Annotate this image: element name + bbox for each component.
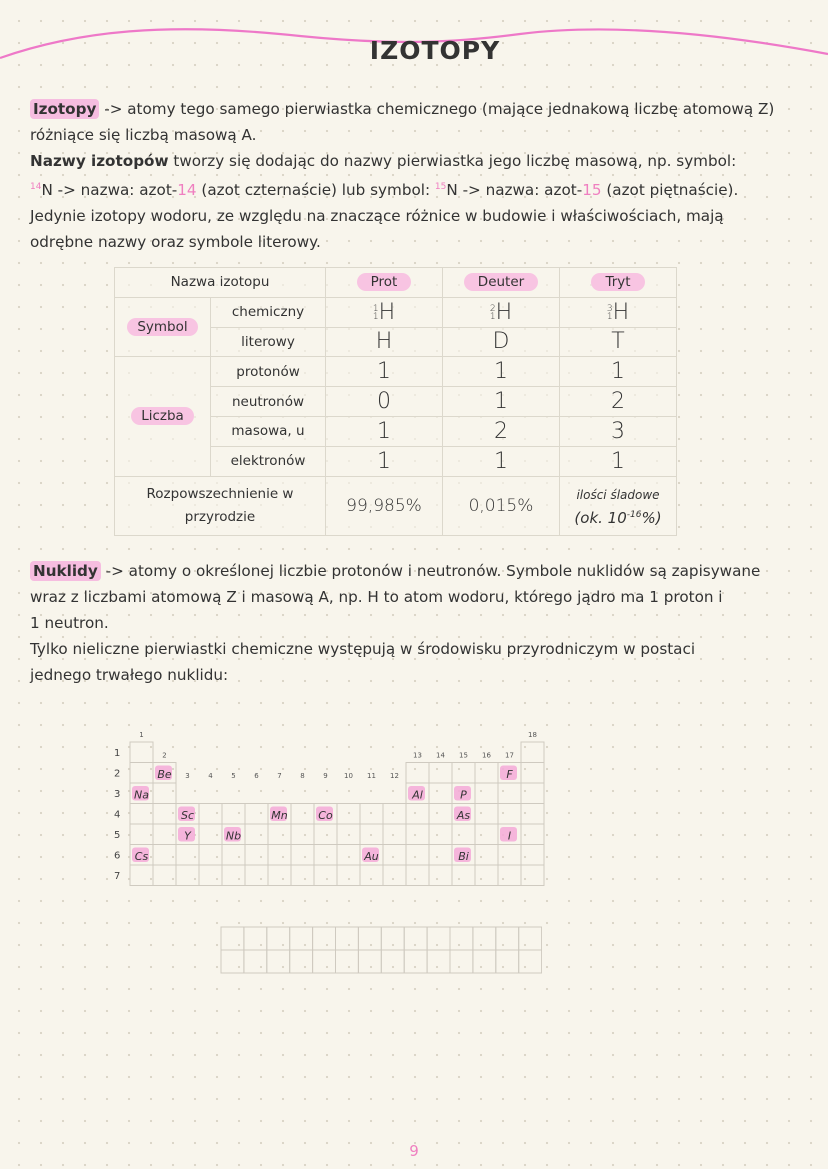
pt-cell <box>314 824 337 845</box>
grid-cell <box>358 950 381 973</box>
pt-cell <box>521 742 544 763</box>
grid-cell <box>290 950 313 973</box>
cell-value: 1 <box>326 357 443 387</box>
grid-cell <box>496 950 519 973</box>
pt-cell <box>498 845 521 866</box>
pt-cell <box>153 865 176 886</box>
grid-cell <box>221 927 244 950</box>
group-label: 12 <box>390 772 399 780</box>
pt-cell <box>337 845 360 866</box>
pt-cell <box>199 865 222 886</box>
pt-cell <box>199 824 222 845</box>
row-protonow: protonów <box>211 357 326 387</box>
pt-cell <box>498 865 521 886</box>
pt-cell <box>360 804 383 825</box>
rozp-prot: 99,985% <box>326 476 443 535</box>
group-label: 15 <box>459 751 468 760</box>
grid-cell <box>427 927 450 950</box>
pt-cell <box>429 845 452 866</box>
pt-cell <box>452 763 475 784</box>
pt-cell <box>337 824 360 845</box>
row-elektronow: elektronów <box>211 446 326 476</box>
pt-cell <box>130 763 153 784</box>
pt-cell <box>153 804 176 825</box>
element-symbol: Be <box>157 768 172 781</box>
element-symbol: I <box>507 829 512 843</box>
pt-cell <box>406 824 429 845</box>
pt-cell <box>314 845 337 866</box>
pt-cell <box>199 845 222 866</box>
pt-cell <box>475 845 498 866</box>
group-label: 18 <box>528 731 537 739</box>
pt-cell <box>176 845 199 866</box>
pt-cell <box>406 865 429 886</box>
element-symbol: Y <box>184 829 191 843</box>
pt-cell <box>245 804 268 825</box>
header-nazwa-izotopu: Nazwa izotopu <box>115 268 326 298</box>
pt-cell <box>475 763 498 784</box>
grid-cell <box>473 927 496 950</box>
element-symbol: Cs <box>134 850 149 863</box>
element-symbol: Na <box>134 788 149 802</box>
grid-cell <box>404 927 427 950</box>
period-label: 7 <box>114 871 121 882</box>
pt-cell <box>291 824 314 845</box>
group-label: 4 <box>208 772 213 780</box>
col-tryt: Tryt <box>591 273 644 291</box>
grid-cell <box>336 927 359 950</box>
page-title: IZOTOPY <box>369 36 501 65</box>
group-label: 6 <box>254 772 259 780</box>
grid-cell <box>290 927 313 950</box>
element-symbol: Au <box>364 850 379 863</box>
pt-cell <box>291 804 314 825</box>
group-label: 17 <box>505 751 514 760</box>
cell-value: 1 <box>326 416 443 446</box>
pt-cell <box>222 865 245 886</box>
element-symbol: Al <box>412 788 423 802</box>
pt-cell <box>337 865 360 886</box>
cell-value: 1 <box>560 446 677 476</box>
element-symbol: Co <box>318 809 333 822</box>
pt-cell <box>245 845 268 866</box>
group-label: 9 <box>323 772 328 780</box>
chem-tryt: 3 1H <box>560 297 677 327</box>
pt-cell <box>521 824 544 845</box>
rozp-deuter: 0,015% <box>443 476 560 535</box>
grid-cell <box>404 950 427 973</box>
grid-cell <box>313 950 336 973</box>
element-symbol: Bi <box>458 850 469 863</box>
pt-cell <box>222 845 245 866</box>
group-label: 5 <box>231 772 236 780</box>
pt-cell <box>153 845 176 866</box>
pt-cell <box>406 763 429 784</box>
col-deuter: Deuter <box>464 273 538 291</box>
pt-cell <box>245 824 268 845</box>
element-symbol: F <box>506 768 513 781</box>
grid-cell <box>313 927 336 950</box>
cell-value: 1 <box>560 357 677 387</box>
cell-value: 3 <box>560 416 677 446</box>
group-label: 2 <box>162 751 167 760</box>
pt-cell <box>153 824 176 845</box>
pt-cell <box>130 865 153 886</box>
pt-cell <box>475 824 498 845</box>
group-liczba: Liczba <box>131 407 194 425</box>
group-label: 8 <box>300 772 305 780</box>
grid-cell <box>381 950 404 973</box>
cell-value: 1 <box>443 387 560 417</box>
group-label: 10 <box>344 772 353 780</box>
grid-cell <box>336 950 359 973</box>
cell-value: 2 <box>443 416 560 446</box>
group-label: 11 <box>367 772 376 780</box>
pt-cell <box>475 804 498 825</box>
pt-cell <box>291 865 314 886</box>
row-masowa: masowa, u <box>211 416 326 446</box>
group-label: 7 <box>277 772 282 780</box>
row-chemiczny: chemiczny <box>211 297 326 327</box>
col-prot: Prot <box>357 273 412 291</box>
pt-cell <box>268 845 291 866</box>
pt-cell <box>383 845 406 866</box>
pt-cell <box>245 865 268 886</box>
pt-cell <box>498 804 521 825</box>
element-symbol: As <box>456 809 471 822</box>
pt-cell <box>383 865 406 886</box>
term-izotopy: Izotopy <box>30 99 99 119</box>
pt-cell <box>130 824 153 845</box>
pt-cell <box>521 783 544 804</box>
group-label: 1 <box>139 731 144 739</box>
period-label: 2 <box>114 768 121 780</box>
term-nazwy-izotopow: Nazwy izotopów <box>30 152 169 170</box>
pt-cell <box>176 865 199 886</box>
element-symbol: Nb <box>225 829 242 843</box>
grid-cell <box>358 927 381 950</box>
row-literowy: literowy <box>211 327 326 357</box>
chem-deuter: 2 1H <box>443 297 560 327</box>
grid-cell <box>519 927 542 950</box>
pt-cell <box>452 824 475 845</box>
pt-cell <box>268 824 291 845</box>
grid-cell <box>427 950 450 973</box>
period-label: 4 <box>114 809 121 821</box>
element-symbol: Sc <box>180 809 195 822</box>
pt-cell <box>429 804 452 825</box>
period-label: 1 <box>114 748 121 759</box>
lit-prot: H <box>326 327 443 357</box>
grid-cell <box>519 950 542 973</box>
group-symbol: Symbol <box>127 318 197 336</box>
pt-cell <box>521 763 544 784</box>
pt-cell <box>291 845 314 866</box>
grid-cell <box>450 927 473 950</box>
page-number: 9 <box>409 1142 419 1160</box>
pt-cell <box>452 865 475 886</box>
pt-cell <box>429 763 452 784</box>
pt-cell <box>521 865 544 886</box>
row-rozpowszechnienie: Rozpowszechnienie w przyrodzie <box>115 476 326 535</box>
lit-deuter: D <box>443 327 560 357</box>
empty-grid <box>220 926 542 974</box>
period-label: 3 <box>114 789 121 800</box>
pt-cell <box>337 804 360 825</box>
pt-cell <box>475 865 498 886</box>
grid-cell <box>473 950 496 973</box>
pt-cell <box>521 804 544 825</box>
cell-value: 1 <box>443 357 560 387</box>
cell-value: 1 <box>443 446 560 476</box>
rozp-tryt: ilości śladowe (ok. $10^{-16}\%$) <box>560 476 677 535</box>
pt-cell <box>360 865 383 886</box>
nuklidy-paragraph: Nuklidy -> atomy o określonej liczbie protonów i neutronów. Symbole nuklidów są zapisywane wraz z liczbami atomową Z i masową A, np. H to atom wodoru, którego jądro ma 1 proton i 1 neutron. Tylko nieliczne pierwiastki chemiczne występują w środowisku przyrodniczym w postaci jednego trwałego nuklidu: <box>30 562 761 684</box>
intro-paragraph: Izotopy -> atomy tego samego pierwiastka chemicznego (mające jednakową liczbę atomową Z) różniące się liczbą masową A. Nazwy izotopów tworzy się dodając do nazwy pierwiastka jego liczbę masową, np. symbol: $^{14}$N -> nazwa: azot-14 (azot czternaście) lub symbol: $^{15}$N -> nazwa: azot-15 (azot piętnaście). Jedynie izotopy wodoru, ze względu na znaczące różnice w budowie i właściwościach, mają odrębne nazwy oraz symbole literowy. <box>30 100 775 252</box>
group-label: 13 <box>413 751 422 760</box>
pt-cell <box>475 783 498 804</box>
period-label: 6 <box>114 850 121 862</box>
pt-cell <box>406 845 429 866</box>
grid-cell <box>244 950 267 973</box>
pt-cell <box>360 824 383 845</box>
cell-value: 1 <box>326 446 443 476</box>
cell-value: 2 <box>560 387 677 417</box>
element-symbol: Mn <box>271 809 288 822</box>
period-label: 5 <box>114 830 121 841</box>
grid-cell <box>381 927 404 950</box>
pt-cell <box>130 804 153 825</box>
pt-cell <box>498 783 521 804</box>
pt-cell <box>222 804 245 825</box>
grid-cell <box>267 950 290 973</box>
term-nuklidy: Nuklidy <box>30 561 101 581</box>
row-neutronow: neutronów <box>211 387 326 417</box>
pt-cell <box>130 742 153 763</box>
pt-cell <box>268 865 291 886</box>
grid-cell <box>221 950 244 973</box>
pt-cell <box>429 783 452 804</box>
group-label: 3 <box>185 772 190 780</box>
pt-cell <box>383 804 406 825</box>
pt-cell <box>521 845 544 866</box>
pt-cell <box>314 865 337 886</box>
pt-cell <box>406 804 429 825</box>
pt-cell <box>153 783 176 804</box>
grid-cell <box>244 927 267 950</box>
pt-cell <box>383 824 406 845</box>
pt-cell <box>429 824 452 845</box>
group-label: 14 <box>436 751 445 760</box>
periodic-table <box>100 725 560 910</box>
lit-tryt: T <box>560 327 677 357</box>
isotope-table <box>114 267 677 536</box>
grid-cell <box>267 927 290 950</box>
cell-value: 0 <box>326 387 443 417</box>
grid-cell <box>450 950 473 973</box>
grid-cell <box>496 927 519 950</box>
element-symbol: P <box>460 788 467 802</box>
pt-cell <box>429 865 452 886</box>
pt-cell <box>199 804 222 825</box>
group-label: 16 <box>482 751 491 760</box>
chem-prot: 1 1H <box>326 297 443 327</box>
